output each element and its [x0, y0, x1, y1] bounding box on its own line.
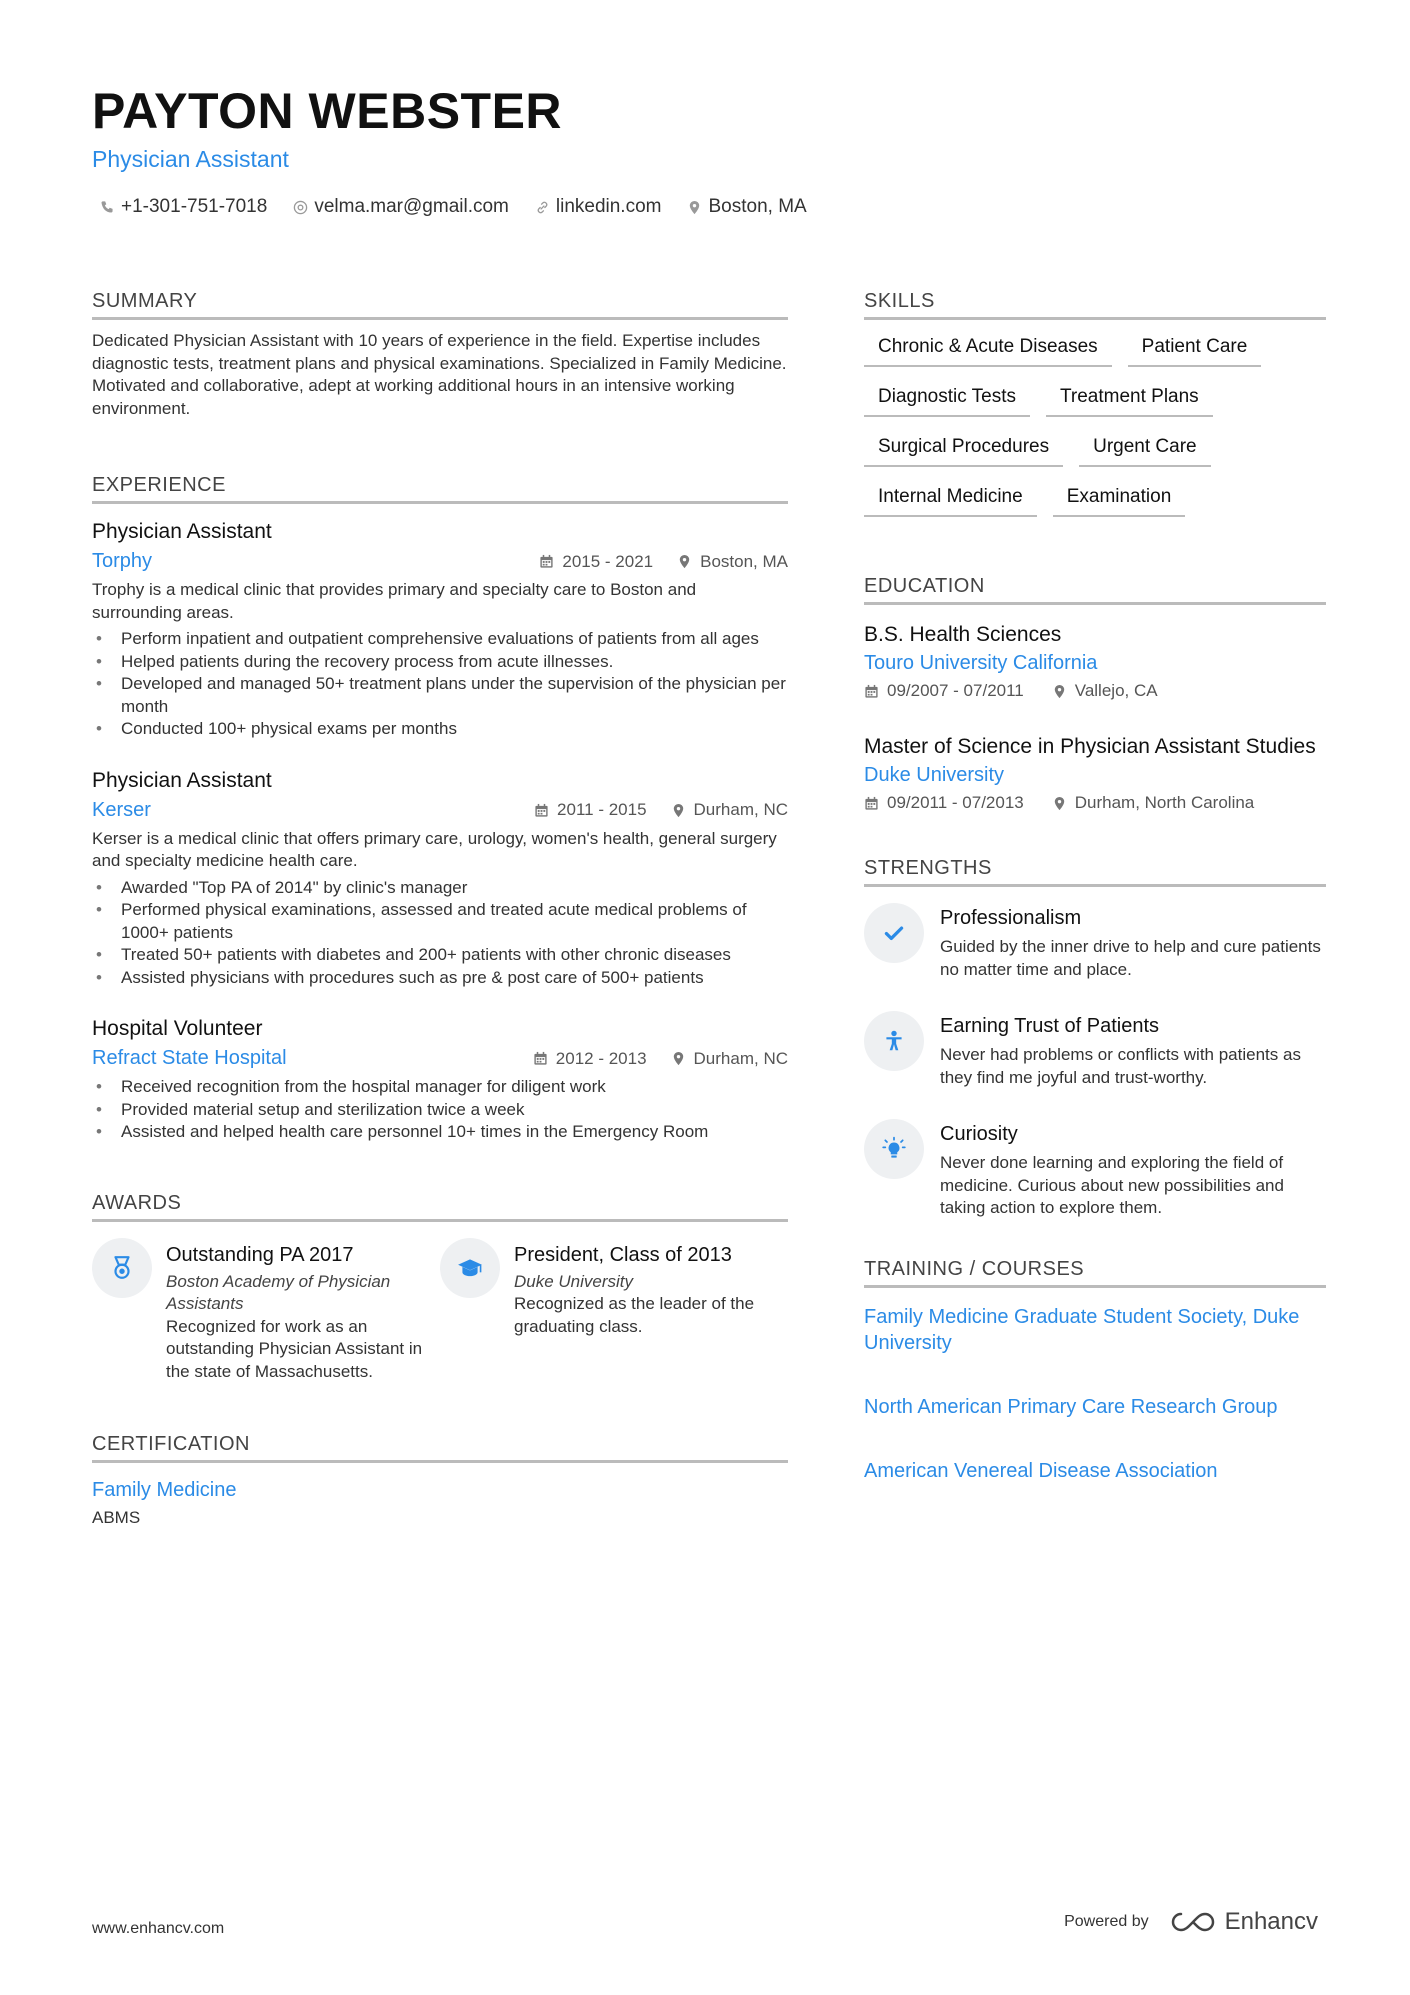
calendar-icon [534, 803, 549, 818]
award-entry [92, 1238, 440, 1384]
school-name[interactable]: Touro University California [864, 652, 1098, 674]
strength-desc: Never done learning and exploring the field of medicine. Curious about new possibilities and taking action to explore them. [940, 1153, 1284, 1217]
medal-icon [109, 1255, 135, 1281]
strengths-heading: STRENGTHS [864, 857, 1326, 887]
infinity-logo-icon [1169, 1909, 1217, 1935]
job-bullets [92, 1076, 788, 1144]
enhancv-logo[interactable] [1169, 1908, 1318, 1936]
degree-title: Master of Science in Physician Assistant Studies [864, 735, 1316, 758]
location-pin-icon [1052, 796, 1067, 811]
certification-heading: CERTIFICATION [92, 1433, 788, 1463]
job-dates: 2011 - 2015 [534, 800, 646, 820]
strength-entry [864, 903, 1326, 981]
strengths-section [864, 857, 1326, 1220]
location-text: Boston, MA [708, 196, 807, 217]
experience-entry [92, 1017, 788, 1144]
skill-tag: Urgent Care [1079, 436, 1211, 467]
phone-text: +1-301-751-7018 [121, 196, 268, 217]
strength-title: Curiosity [940, 1123, 1018, 1145]
skill-tag: Chronic & Acute Diseases [864, 336, 1112, 367]
location-pin-icon [1052, 684, 1067, 699]
experience-entry [92, 769, 788, 990]
bullet-item: • Conducted 100+ physical exams per months [92, 718, 788, 741]
job-location: Durham, NC [671, 1049, 788, 1069]
location-pin-icon [677, 554, 692, 569]
job-location: Durham, NC [671, 800, 788, 820]
company-name[interactable]: Torphy [92, 550, 153, 572]
candidate-name: PAYTON WEBSTER [92, 83, 563, 139]
experience-entry [92, 520, 788, 741]
location-pin-icon [687, 200, 702, 215]
right-column [864, 290, 1326, 1522]
contact-linkedin[interactable] [535, 196, 662, 218]
bullet-item: • Awarded "Top PA of 2014" by clinic's manager [92, 877, 788, 900]
course-item[interactable]: Family Medicine Graduate Student Society, Duke University [864, 1305, 1300, 1354]
bullet-item: • Perform inpatient and outpatient comprehensive evaluations of patients from all ages [92, 628, 788, 651]
at-icon [293, 200, 308, 215]
education-heading: EDUCATION [864, 575, 1326, 605]
calendar-icon [864, 684, 879, 699]
strength-desc: Guided by the inner drive to help and cure patients no matter time and place. [940, 937, 1321, 979]
job-title: Hospital Volunteer [92, 1017, 263, 1040]
award-org: Duke University [514, 1271, 634, 1291]
award-desc: Recognized as the leader of the graduating class. [514, 1294, 755, 1336]
certification-name[interactable]: Family Medicine [92, 1479, 237, 1501]
summary-section [92, 290, 788, 420]
phone-icon [100, 200, 115, 215]
job-bullets [92, 877, 788, 990]
calendar-icon [533, 1051, 548, 1066]
award-entry [440, 1238, 788, 1384]
person-icon [881, 1028, 907, 1054]
certification-section [92, 1433, 788, 1528]
education-dates: 09/2011 - 07/2013 [864, 793, 1024, 813]
footer-website[interactable]: www.enhancv.com [92, 1920, 225, 1937]
course-item[interactable]: North American Primary Care Research Group [864, 1395, 1278, 1418]
job-title: Physician Assistant [92, 520, 272, 543]
skill-tag: Surgical Procedures [864, 436, 1063, 467]
contact-location [687, 196, 806, 218]
bullet-item: • Assisted and helped health care personnel 10+ times in the Emergency Room [92, 1121, 788, 1144]
brand-name: Enhancv [1224, 1908, 1318, 1935]
bullet-item: • Performed physical examinations, assessed and treated acute medical problems of 1000+ patients [92, 899, 788, 944]
award-title: Outstanding PA 2017 [166, 1243, 354, 1266]
company-description: Kerser is a medical clinic that offers primary care, urology, women's health, general surgery and specialty medicine health care. [92, 828, 777, 870]
award-org: Boston Academy of Physician Assistants [166, 1271, 391, 1313]
strength-desc: Never had problems or conflicts with patients as they find me joyful and trust-worthy. [940, 1045, 1301, 1087]
calendar-icon [864, 796, 879, 811]
graduation-cap-icon [457, 1255, 483, 1281]
company-name[interactable]: Kerser [92, 798, 151, 821]
skills-heading: SKILLS [864, 290, 1326, 320]
contact-email[interactable] [293, 196, 509, 218]
left-column [92, 290, 788, 1528]
education-location: Durham, North Carolina [1052, 793, 1255, 813]
linkedin-text: linkedin.com [555, 196, 662, 217]
education-entry [864, 733, 1326, 813]
education-dates: 09/2007 - 07/2011 [864, 681, 1024, 701]
bullet-item: • Assisted physicians with procedures such as pre & post care of 500+ patients [92, 967, 788, 990]
contact-phone[interactable] [100, 196, 267, 218]
skill-tag: Diagnostic Tests [864, 386, 1030, 417]
job-title: Physician Assistant [92, 768, 272, 792]
bullet-item: • Treated 50+ patients with diabetes and 200+ patients with other chronic diseases [92, 944, 788, 967]
footer-branding [1064, 1908, 1318, 1936]
summary-text: Dedicated Physician Assistant with 10 years of experience in the field. Expertise includes diagnostic tests, treatment plans and physical examinations. Specialized in Family Medicine. Motivated and collaborative, adept at working additional hours in an intensive working environment. [92, 331, 787, 418]
strength-entry [864, 1011, 1326, 1089]
strength-entry [864, 1119, 1326, 1220]
awards-heading: AWARDS [92, 1192, 788, 1222]
training-section [864, 1258, 1326, 1484]
link-icon [535, 200, 550, 215]
certification-org: ABMS [92, 1508, 141, 1527]
strength-title: Professionalism [940, 907, 1082, 929]
strength-title: Earning Trust of Patients [940, 1015, 1160, 1037]
location-pin-icon [671, 1051, 686, 1066]
award-title: President, Class of 2013 [514, 1243, 732, 1266]
skill-tag: Internal Medicine [864, 486, 1037, 517]
bullet-item: • Developed and managed 50+ treatment plans under the supervision of the physician per month [92, 673, 788, 718]
contact-bar [100, 196, 807, 218]
calendar-icon [539, 554, 554, 569]
job-dates: 2015 - 2021 [539, 552, 653, 572]
skill-tag: Patient Care [1128, 336, 1262, 367]
education-entry [864, 621, 1326, 701]
job-location: Boston, MA [677, 552, 788, 572]
job-bullets [92, 628, 788, 741]
skill-tag: Treatment Plans [1046, 386, 1213, 417]
checkmark-icon [881, 920, 907, 946]
training-heading: TRAINING / COURSES [864, 1258, 1326, 1288]
lightbulb-icon [881, 1136, 907, 1162]
email-text: velma.mar@gmail.com [314, 196, 509, 217]
skills-section [864, 290, 1326, 517]
bullet-item: • Helped patients during the recovery process from acute illnesses. [92, 651, 788, 674]
education-section [864, 575, 1326, 813]
company-description: Trophy is a medical clinic that provides primary and specialty care to Boston and surrounding areas. [92, 580, 697, 622]
skills-list [864, 336, 1326, 517]
school-name[interactable]: Duke University [864, 764, 1005, 786]
degree-title: B.S. Health Sciences [864, 623, 1062, 646]
location-pin-icon [671, 803, 686, 818]
award-desc: Recognized for work as an outstanding Physician Assistant in the state of Massachusetts. [166, 1316, 423, 1381]
education-location: Vallejo, CA [1052, 681, 1158, 701]
experience-heading: EXPERIENCE [92, 474, 788, 504]
bullet-item: • Provided material setup and sterilization twice a week [92, 1099, 788, 1122]
awards-section [92, 1192, 788, 1384]
course-item[interactable]: American Venereal Disease Association [864, 1459, 1218, 1482]
powered-by-text: Powered by [1064, 1913, 1149, 1930]
summary-heading: SUMMARY [92, 290, 788, 320]
experience-section [92, 474, 788, 1144]
skill-tag: Examination [1053, 486, 1186, 517]
company-name[interactable]: Refract State Hospital [92, 1047, 287, 1069]
job-dates: 2012 - 2013 [533, 1049, 647, 1069]
candidate-role: Physician Assistant [92, 146, 289, 172]
bullet-item: • Received recognition from the hospital manager for diligent work [92, 1076, 788, 1099]
